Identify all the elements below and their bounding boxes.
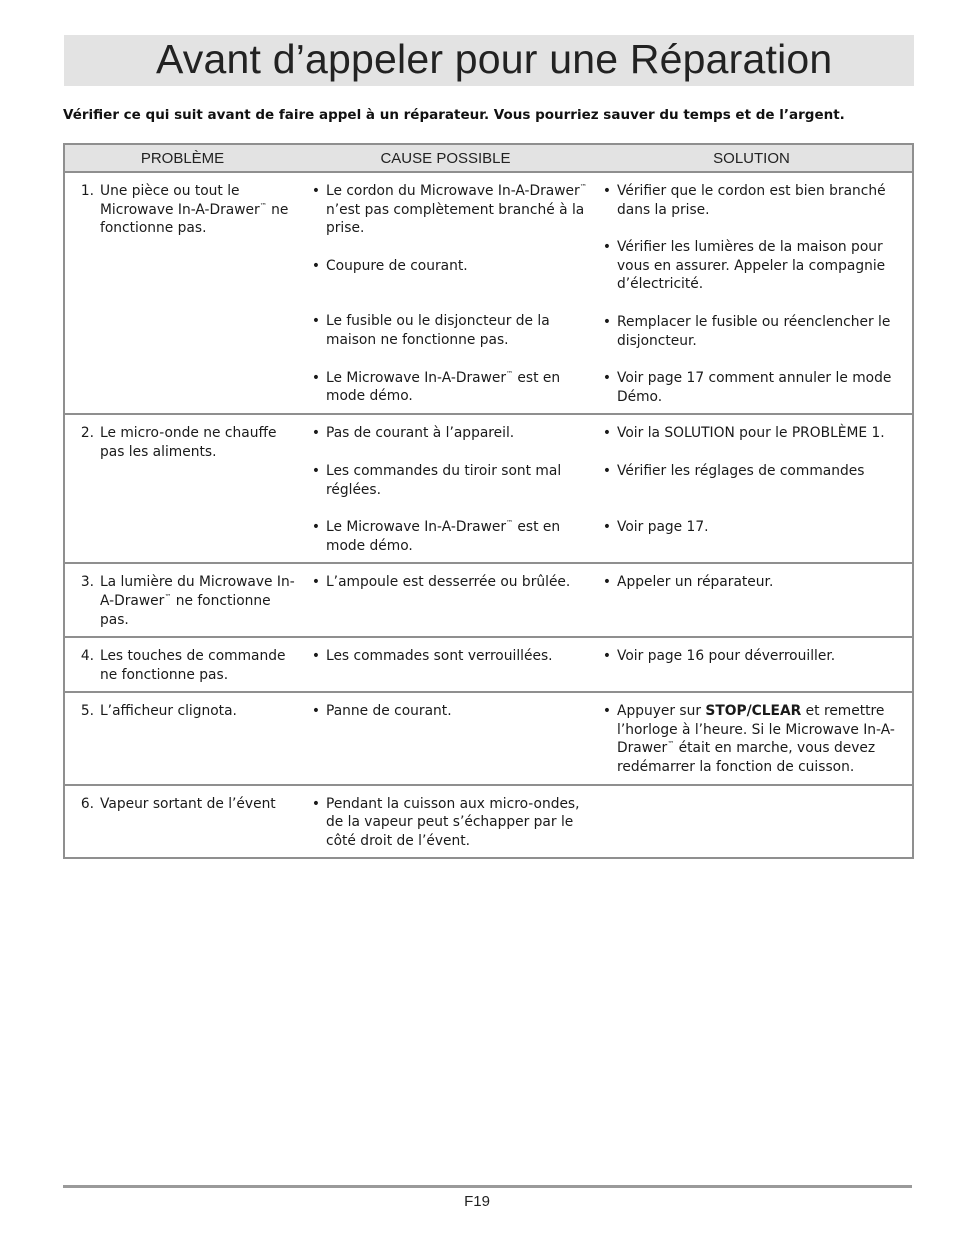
bullet-marker: • xyxy=(311,425,321,442)
item-text: Le Microwave In-A-Drawer™ est en mode démo. xyxy=(326,369,561,405)
item-text: Le Microwave In-A-Drawer™ est en mode démo. xyxy=(326,519,561,554)
item-number: 3. xyxy=(80,574,94,591)
solution-item xyxy=(597,369,908,406)
title-banner xyxy=(64,35,914,86)
bullet-marker: • xyxy=(311,462,321,479)
trademark-symbol: ™ xyxy=(579,183,587,191)
item-number: 5. xyxy=(80,703,94,720)
solution-item xyxy=(597,573,908,592)
problem-cell xyxy=(64,414,300,563)
bullet-marker: • xyxy=(311,369,321,386)
item-text: Le fusible ou le disjoncteur de la maison ne fonctionne pas. xyxy=(326,313,550,348)
bullet-marker: • xyxy=(602,462,612,479)
problem-item xyxy=(71,647,296,684)
item-text: Vérifier les lumières de la maison pour vous en assurer. Appeler la compagnie d’électricité. xyxy=(617,239,886,293)
problem-item xyxy=(71,573,296,629)
bullet-marker: • xyxy=(602,239,612,256)
item-text: L’ampoule est desserrée ou brûlée. xyxy=(326,574,571,591)
table-row xyxy=(64,563,913,637)
cause-item xyxy=(306,518,587,555)
problem-cell xyxy=(64,172,300,414)
bullet-marker: • xyxy=(311,795,321,812)
bullet-marker: • xyxy=(602,425,612,442)
problem-item xyxy=(71,795,296,814)
cause-item xyxy=(306,573,587,592)
bullet-marker: • xyxy=(311,183,321,199)
solution-item xyxy=(597,182,908,219)
item-text: Remplacer le fusible ou réenclencher le disjoncteur. xyxy=(617,313,891,349)
item-text: Coupure de courant. xyxy=(326,257,468,274)
item-text: Appuyer sur STOP/CLEAR et remettre l’horloge à l’heure. Si le Microwave In-A-Drawer™ était en marche, vous devez redémarrer la fonction de cuisson. xyxy=(617,703,895,776)
item-text: Vapeur sortant de l’évent xyxy=(100,795,276,812)
table-row xyxy=(64,172,913,414)
solution-cell xyxy=(591,172,913,414)
item-number: 2. xyxy=(80,425,94,442)
cause-cell xyxy=(300,414,591,563)
item-text: Les commades sont verrouillées. xyxy=(326,648,553,665)
cause-cell xyxy=(300,637,591,692)
item-text: La lumière du Microwave In-A-Drawer™ ne fonctionne pas. xyxy=(100,574,295,628)
item-text: Voir page 17. xyxy=(617,518,709,535)
solution-item xyxy=(597,424,908,443)
table-row xyxy=(64,785,913,859)
table-row xyxy=(64,692,913,784)
table-row xyxy=(64,414,913,563)
bullet-marker: • xyxy=(311,519,321,536)
cause-cell xyxy=(300,172,591,414)
solution-cell xyxy=(591,414,913,563)
bullet-marker: • xyxy=(602,648,612,665)
item-text: Pas de courant à l’appareil. xyxy=(326,425,515,442)
item-number: 1. xyxy=(80,183,94,199)
problem-item xyxy=(71,702,296,721)
table-row xyxy=(64,637,913,692)
item-text: L’afficheur clignota. xyxy=(100,703,237,720)
bullet-marker: • xyxy=(311,648,321,665)
bullet-marker: • xyxy=(602,370,612,387)
solution-item xyxy=(597,702,908,776)
solution-cell xyxy=(591,563,913,637)
intro-text: Vérifier ce qui suit avant de faire appel à un réparateur. Vous pourriez sauver du temps et de l’argent. xyxy=(63,107,845,123)
bullet-marker: • xyxy=(311,703,321,720)
solution-item xyxy=(597,238,908,294)
bullet-marker: • xyxy=(311,574,321,591)
cause-item xyxy=(306,647,587,666)
solution-item xyxy=(597,462,908,481)
problem-cell xyxy=(64,785,300,859)
bullet-marker: • xyxy=(602,518,612,535)
bullet-marker: • xyxy=(602,313,612,330)
cause-item xyxy=(306,424,587,443)
bullet-marker: • xyxy=(602,703,612,720)
trademark-symbol: ™ xyxy=(259,201,267,210)
footer-rule xyxy=(63,1185,912,1188)
cause-item xyxy=(306,702,587,721)
header-solution: SOLUTION xyxy=(591,144,913,172)
item-text: Les touches de commande ne fonctionne pas. xyxy=(100,648,286,683)
trademark-symbol: ™ xyxy=(164,592,172,601)
solution-item xyxy=(597,647,908,666)
item-text: Les commandes du tiroir sont mal réglées. xyxy=(326,462,562,498)
cause-cell xyxy=(300,692,591,784)
solution-item xyxy=(597,313,908,350)
bullet-marker: • xyxy=(602,183,612,199)
problem-cell xyxy=(64,692,300,784)
item-text: Panne de courant. xyxy=(326,703,452,720)
cause-item xyxy=(306,182,587,238)
bullet-marker: • xyxy=(311,257,321,274)
solution-cell xyxy=(591,692,913,784)
problem-item xyxy=(71,182,296,238)
problem-cell xyxy=(64,637,300,692)
stop-clear-key-label: STOP/CLEAR xyxy=(705,703,802,720)
cause-cell xyxy=(300,785,591,859)
bullet-marker: • xyxy=(311,313,321,330)
header-probleme: PROBLÈME xyxy=(64,144,300,172)
solution-cell xyxy=(591,637,913,692)
problem-cell xyxy=(64,563,300,637)
header-cause-possible: CAUSE POSSIBLE xyxy=(300,144,591,172)
cause-item xyxy=(306,369,587,406)
item-text: Le cordon du Microwave In-A-Drawer™ n’est pas complètement branché à la prise. xyxy=(326,183,587,237)
solution-item xyxy=(597,518,908,537)
cause-item xyxy=(306,795,587,851)
item-number: 6. xyxy=(80,795,94,812)
item-text: Vérifier les réglages de commandes xyxy=(617,462,865,479)
item-text: Pendant la cuisson aux micro-ondes, de la vapeur peut s’échapper par le côté droit de l’évent. xyxy=(326,795,580,849)
cause-item xyxy=(306,257,587,276)
problem-item xyxy=(71,424,296,461)
item-text: Appeler un réparateur. xyxy=(617,574,774,591)
cause-item xyxy=(306,312,587,349)
cause-cell xyxy=(300,563,591,637)
trademark-symbol: ™ xyxy=(667,740,675,749)
cause-item xyxy=(306,462,587,499)
item-text: Le micro-onde ne chauffe pas les aliments. xyxy=(100,425,277,460)
solution-cell xyxy=(591,785,913,859)
item-text: Une pièce ou tout le Microwave In-A-Drawer™ ne fonctionne pas. xyxy=(100,183,289,237)
trademark-symbol: ™ xyxy=(506,519,514,528)
bullet-marker: • xyxy=(602,574,612,591)
item-text: Voir page 17 comment annuler le mode Démo. xyxy=(617,370,892,405)
item-text: Voir page 16 pour déverrouiller. xyxy=(617,648,836,665)
page-title: Avant d’appeler pour une Réparation xyxy=(156,36,833,82)
page-number: F19 xyxy=(464,1193,490,1210)
trademark-symbol: ™ xyxy=(506,369,514,378)
item-text: Vérifier que le cordon est bien branché dans la prise. xyxy=(617,183,886,218)
item-number: 4. xyxy=(80,648,94,665)
item-text: Voir la SOLUTION pour le PROBLÈME 1. xyxy=(617,425,885,442)
troubleshooting-table xyxy=(63,143,914,859)
table-header-row xyxy=(64,144,913,172)
